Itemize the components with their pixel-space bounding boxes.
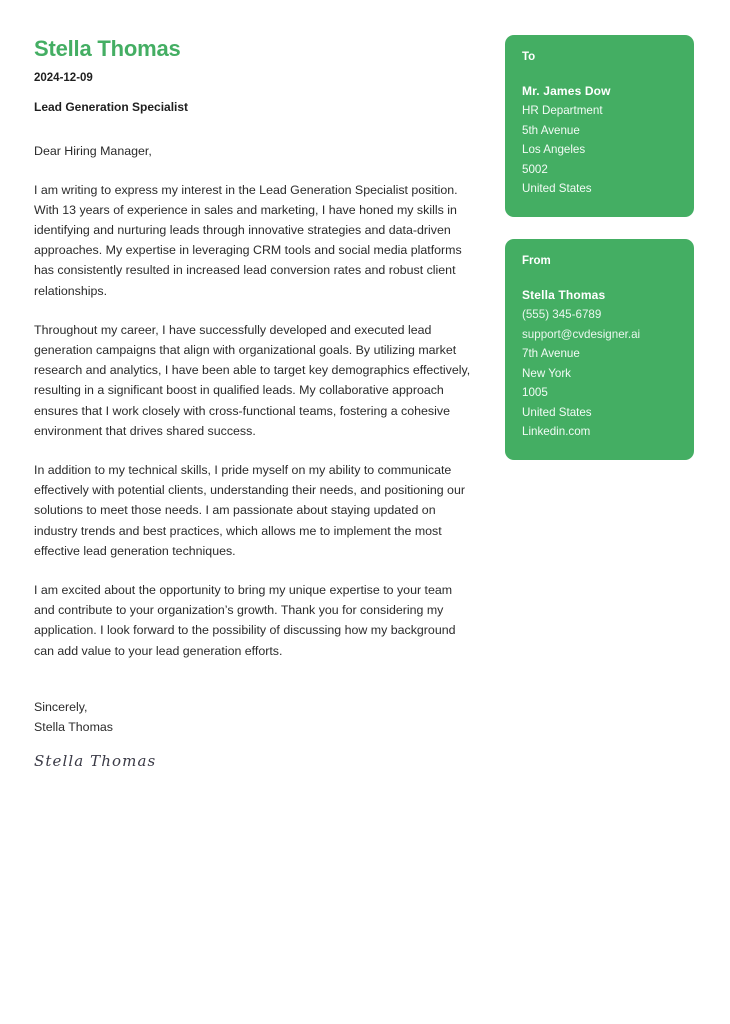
body-paragraph-1: I am writing to express my interest in the Lead Generation Specialist position. With 13 years of experience in sales and marketing, I have honed my skills in identifying and nurturing leads through innovative strategies and data-driven approaches. My expertise in leveraging CRM tools and social media platforms has consistently resulted in increased lead conversion rates and robust client relationships. (34, 182, 462, 298)
sender-linkedin: Linkedin.com (522, 425, 591, 439)
sender-line: New York (522, 366, 571, 380)
job-title: Lead Generation Specialist (34, 100, 189, 115)
sender-email: support@cvdesigner.ai (522, 327, 641, 341)
from-card-label: From (522, 254, 551, 267)
recipient-line: United States (522, 182, 592, 196)
sender-line: 1005 (522, 386, 548, 400)
recipient-line: 5002 (522, 162, 548, 176)
salutation: Dear Hiring Manager, (34, 143, 152, 158)
recipient-address-card (505, 35, 694, 217)
body-paragraph-4: I am excited about the opportunity to bring my unique expertise to your team and contribute to your organization’s growth. Thank you for considering my application. I look forward to the possibility of discussing how my background can add value to your lead generation efforts. (34, 583, 456, 658)
body-paragraph-2: Throughout my career, I have successfully developed and executed lead generation campaigns that align with organizational goals. By utilizing market research and analytics, I have been able to target key demographics effectively, resulting in a significant boost in qualified leads. My collaborative approach ensures that I work closely with cross-functional teams, fostering a cohesive environment that drives shared success. (34, 322, 471, 438)
recipient-line: HR Department (522, 104, 603, 118)
body-paragraph-3: In addition to my technical skills, I pride myself on my ability to communicate effectively with potential clients, understanding their needs, and positioning our solutions to meet those needs. I am passionate about staying updated on industry trends and best practices, which allows me to implement the most effective lead generation techniques. (34, 463, 465, 558)
page-title: Stella Thomas (34, 36, 181, 61)
letter-main-column (34, 36, 476, 770)
signature: Stella Thomas (34, 751, 157, 770)
closing-salutation: Sincerely, (34, 699, 88, 714)
sender-name: Stella Thomas (522, 287, 606, 302)
sender-line: United States (522, 405, 592, 419)
letter-date: 2024-12-09 (34, 72, 93, 85)
closing-block (34, 697, 476, 770)
to-card-label: To (522, 51, 536, 63)
address-sidebar (505, 35, 694, 460)
recipient-line: 5th Avenue (522, 123, 580, 137)
sender-line: 7th Avenue (522, 347, 580, 361)
sender-phone: (555) 345-6789 (522, 308, 602, 322)
closing-name: Stella Thomas (34, 720, 113, 735)
recipient-name: Mr. James Dow (522, 83, 611, 98)
recipient-line: Los Angeles (522, 143, 586, 157)
sender-address-card (505, 239, 694, 460)
